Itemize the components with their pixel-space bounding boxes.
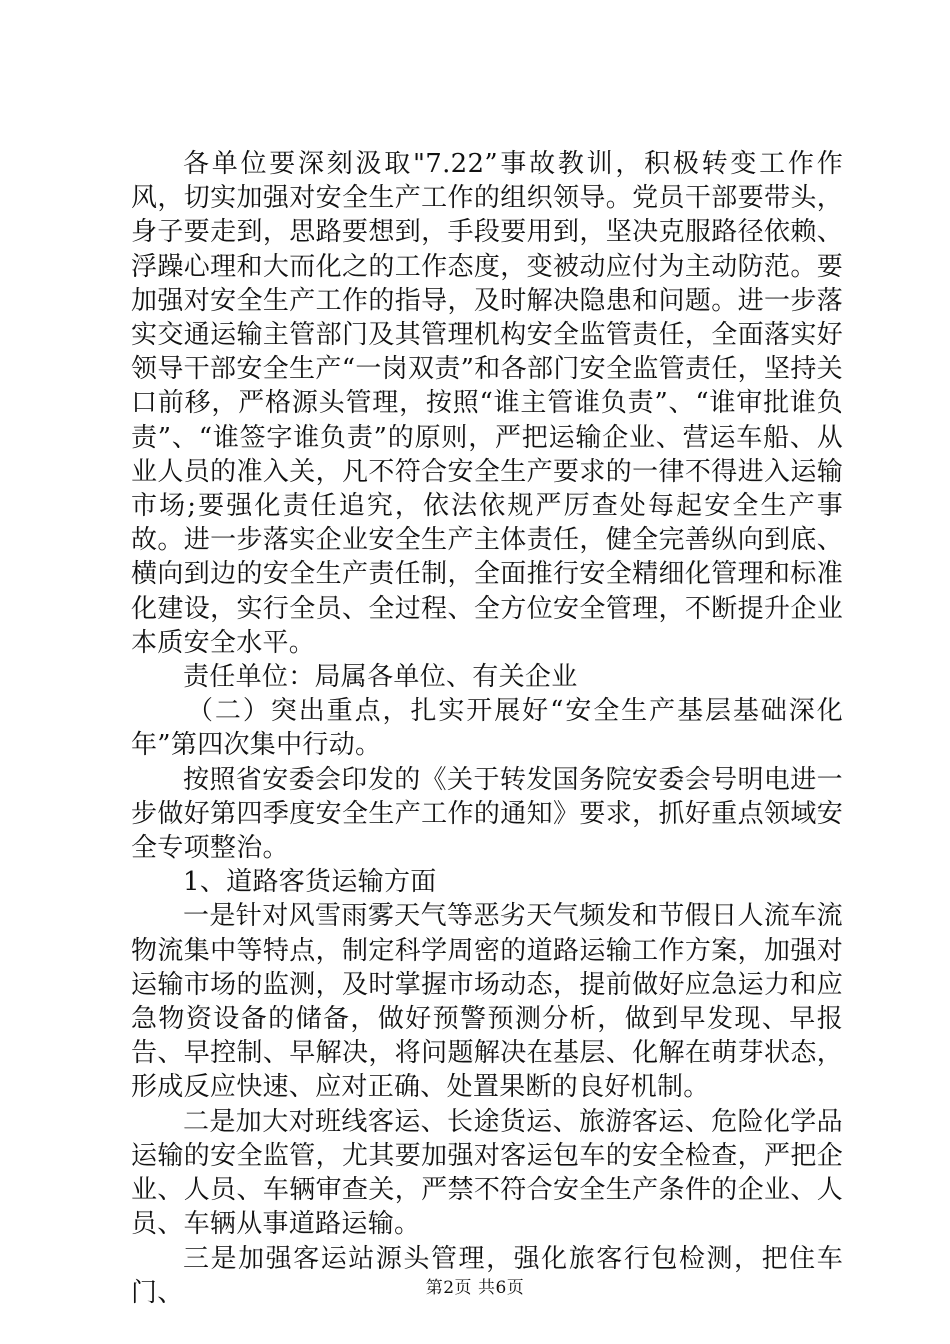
paragraph-safety-responsibility: 各单位要深刻汲取"7.22”事故教训，积极转变工作作风，切实加强对安全生产工作的组织领导。党员干部要带头，身子要走到，思路要想到，手段要用到，坚决克服路径依赖、浮躁心理和大而化之的工作态度，变被动应付为主动防范。要加强对安全生产工作的指导，及时解决隐患和问题。进一步落实交通运输主管部门及其管理机构安全监管责任，全面落实好领导干部安全生产“一岗双责”和各部门安全监管责任，坚持关口前移，严格源头管理，按照“谁主管谁负责”、“谁审批谁负责”、“谁签字谁负责”的原则，严把运输企业、营运车船、从业人员的准入关，凡不符合安全生产要求的一律不得进入运输市场;要强化责任追究，依法依规严厉查处每起安全生产事故。进一步落实企业安全生产主体责任，健全完善纵向到底、横向到边的安全生产责任制，全面推行安全精细化管理和标准化建设，实行全员、全过程、全方位安全管理，不断提升企业本质安全水平。	[131, 149, 843, 658]
paragraph-point-one: 一是针对风雪雨雾天气等恶劣天气频发和节假日人流车流物流集中等特点，制定科学周密的道路运输工作方案，加强对运输市场的监测，及时掌握市场动态，提前做好应急运力和应急物资设备的储备，做好预警预测分析，做到早发现、早报告、早控制、早解决，将问题解决在基层、化解在萌芽状态，形成反应快速、应对正确、处置果断的良好机制。	[131, 901, 843, 1103]
paragraph-road-transport-heading: 1、道路客货运输方面	[183, 867, 437, 898]
paragraph-responsible-units: 责任单位：局属各单位、有关企业	[183, 662, 578, 693]
page-number-footer: 第2页 共6页	[425, 1278, 525, 1298]
document-body	[131, 147, 843, 1310]
paragraph-section-heading-2: （二）突出重点，扎实开展好“安全生产基层基础深化年”第四次集中行动。	[131, 696, 843, 761]
paragraph-point-three: 三是加强客运站源头管理，强化旅客行包检测，把住车门、	[131, 1243, 843, 1308]
paragraph-point-two: 二是加大对班线客运、长途货运、旅游客运、危险化学品运输的安全监管，尤其要加强对客运包车的安全检查，严把企业、人员、车辆审查关，严禁不符合安全生产条件的企业、人员、车辆从事道路运输。	[131, 1106, 843, 1240]
paragraph-provincial-notice: 按照省安委会印发的《关于转发国务院安委会号明电进一步做好第四季度安全生产工作的通知》要求，抓好重点领域安全专项整治。	[131, 764, 843, 864]
